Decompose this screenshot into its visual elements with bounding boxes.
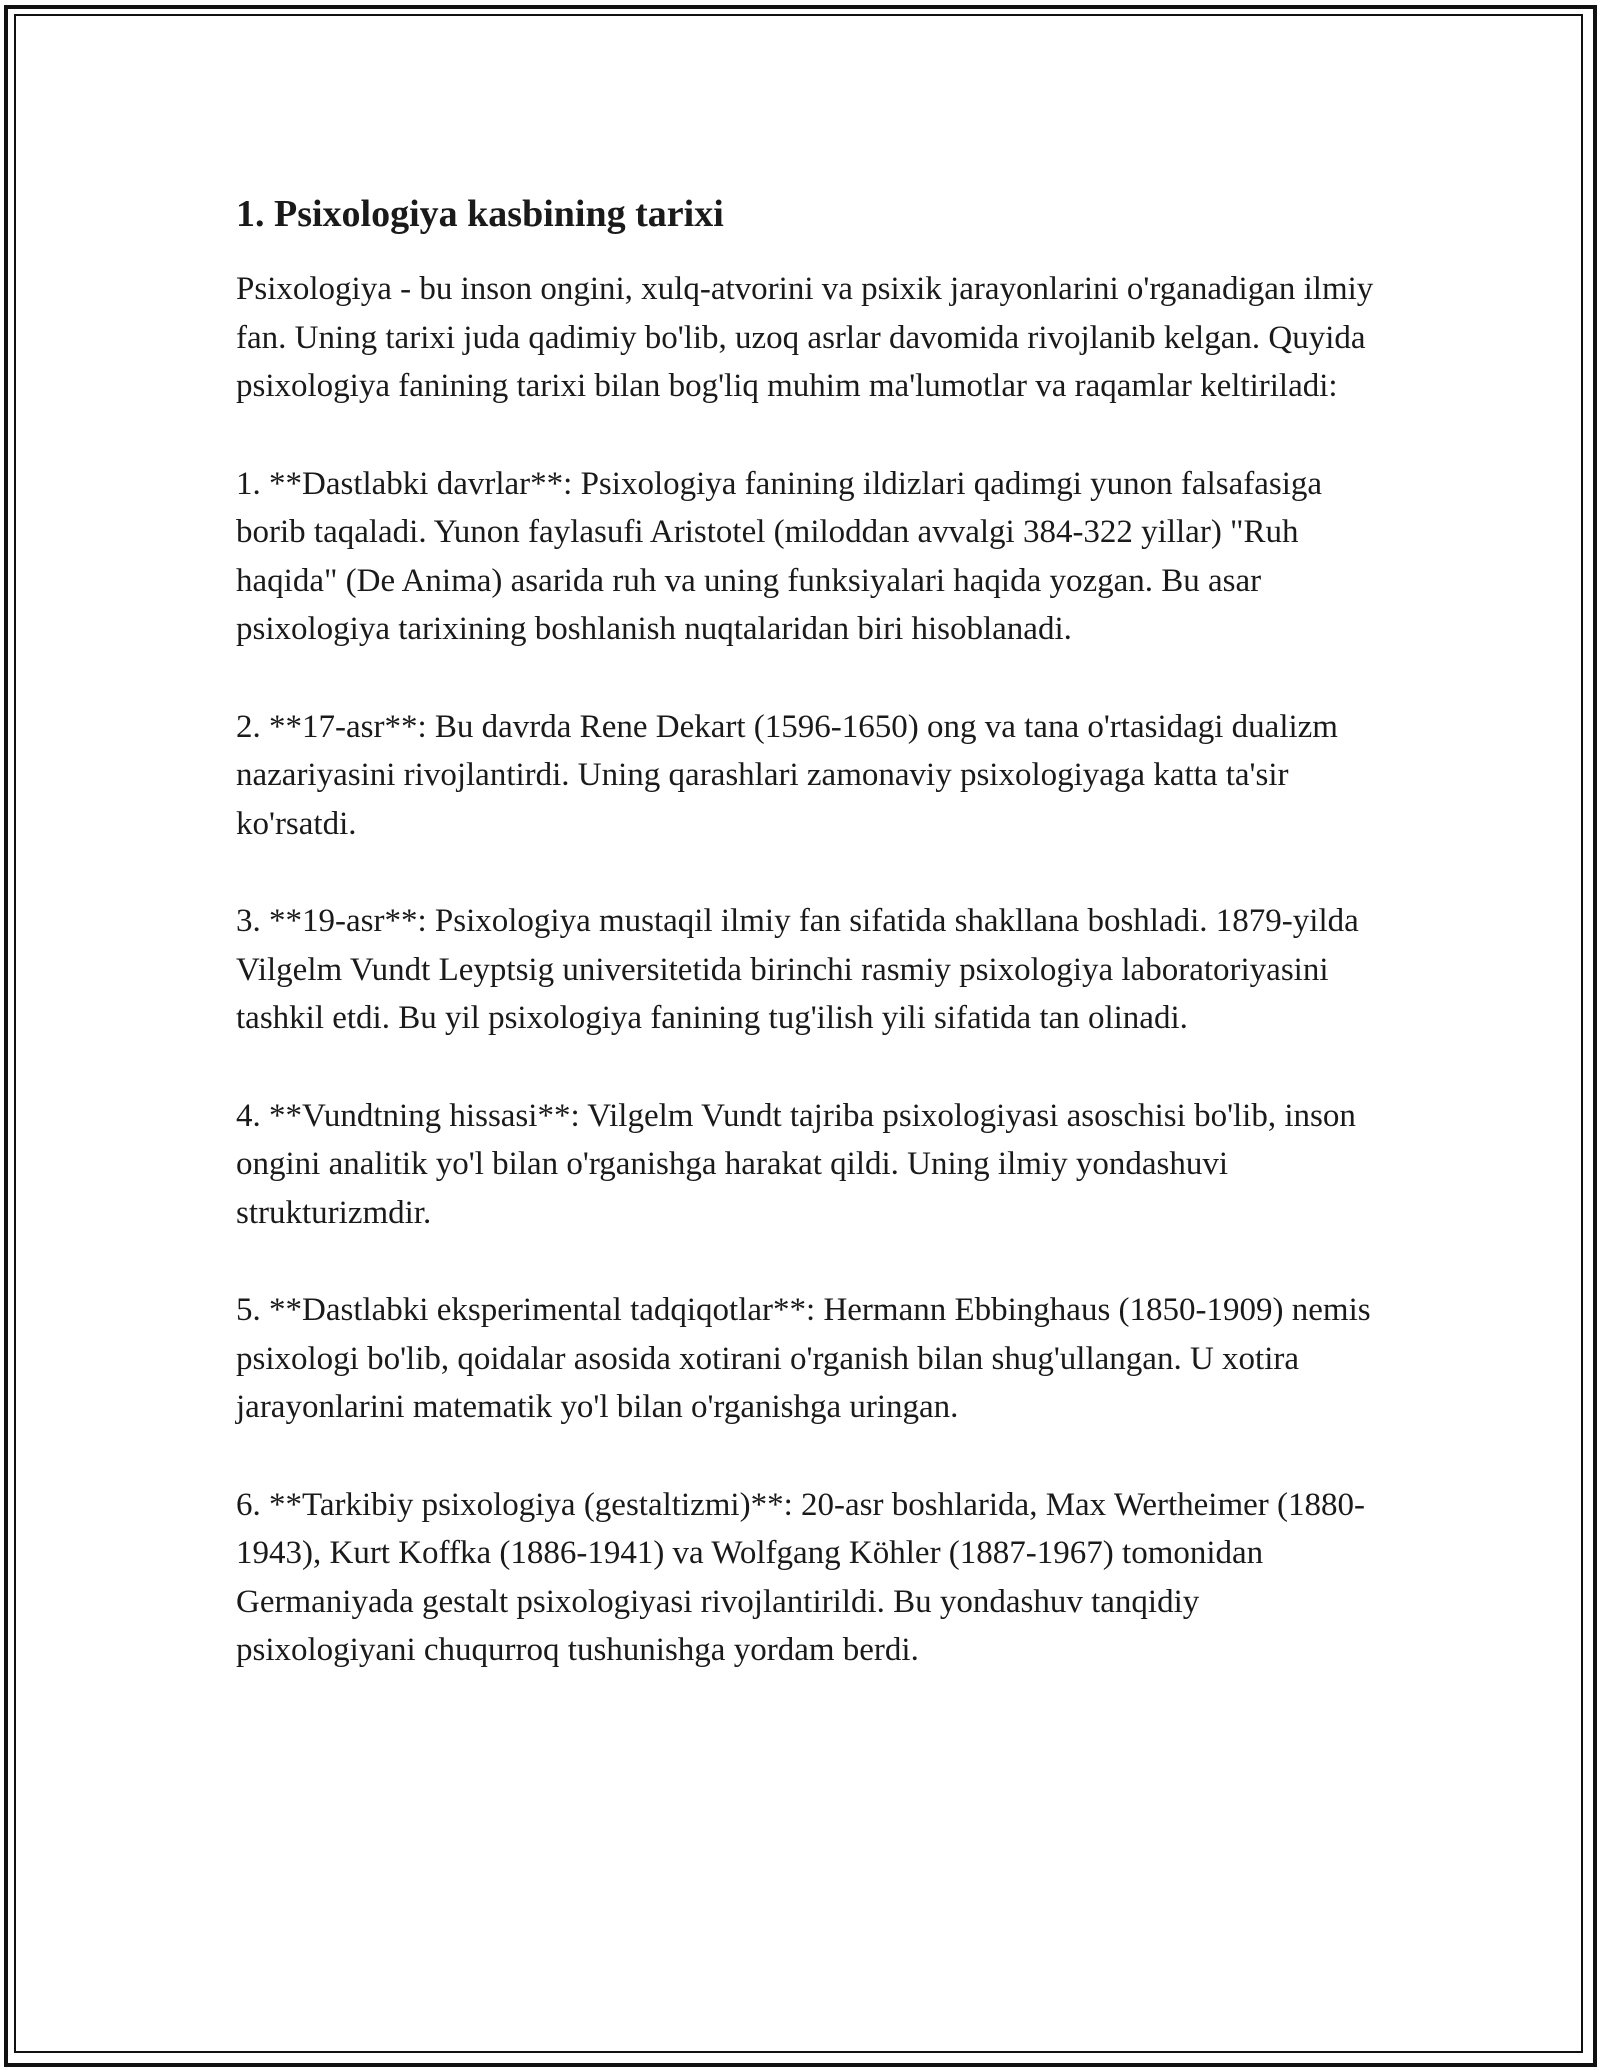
list-item-wundt-contribution: 4. **Vundtning hissasi**: Vilgelm Vundt tajriba psixologiyasi asoschisi bo'lib, inson ongini analitik yo'l bilan o'rganishga harakat qildi. Uning ilmiy yondashuvi strukturizmdir. — [236, 1097, 1356, 1231]
list-item-early-experimental-research: 5. **Dastlabki eksperimental tadqiqotlar**: Hermann Ebbinghaus (1850-1909) nemis psixologi bo'lib, qoidalar asosida xotirani o'rganish bilan shug'ullangan. U xotira jarayonlarini matematik yo'l bilan o'rganishga uringan. — [236, 1292, 1371, 1425]
list-item-early-periods: 1. **Dastlabki davrlar**: Psixologiya fanining ildizlari qadimgi yunon falsafasiga borib taqaladi. Yunon faylasufi Aristotel (miloddan avvalgi 384-322 yillar) "Ruh haqida" (De Anima) asarida ruh va uning funksiyalari haqida yozgan. Bu asar psixologiya tarixining boshlanish nuqtalaridan biri hisoblanadi. — [236, 465, 1323, 647]
list-item-19th-century: 3. **19-asr**: Psixologiya mustaqil ilmiy fan sifatida shakllana boshladi. 1879-yilda Vilgelm Vundt Leyptsig universitetida birinchi rasmiy psixologiya laboratoriyasini tashkil etdi. Bu yil psixologiya fanining tug'ilish yili sifatida tan olinadi. — [236, 903, 1359, 1036]
document-title: 1. Psixologiya kasbining tarixi — [236, 193, 724, 235]
list-item-gestalt-psychology: 6. **Tarkibiy psixologiya (gestaltizmi)**: 20-asr boshlarida, Max Wertheimer (1880-1943), Kurt Koffka (1886-1941) va Wolfgang Köhler (1887-1967) tomonidan Germaniyada gestalt psixologiyasi rivojlantirildi. Bu yondashuv tanqidiy psixologiyani chuqurroq tushunishga yordam berdi. — [236, 1486, 1365, 1668]
document-body — [236, 182, 1376, 1724]
intro-paragraph: Psixologiya - bu inson ongini, xulq-atvorini va psixik jarayonlarini o'rganadigan ilmiy fan. Uning tarixi juda qadimiy bo'lib, uzoq asrlar davomida rivojlanib kelgan. Quyida psixologiya fanining tarixi bilan bog'liq muhim ma'lumotlar va raqamlar keltiriladi: — [236, 271, 1374, 404]
list-item-17th-century: 2. **17-asr**: Bu davrda Rene Dekart (1596-1650) ong va tana o'rtasidagi dualizm nazariyasini rivojlantirdi. Uning qarashlari zamonaviy psixologiyaga katta ta'sir ko'rsatdi. — [236, 708, 1338, 842]
